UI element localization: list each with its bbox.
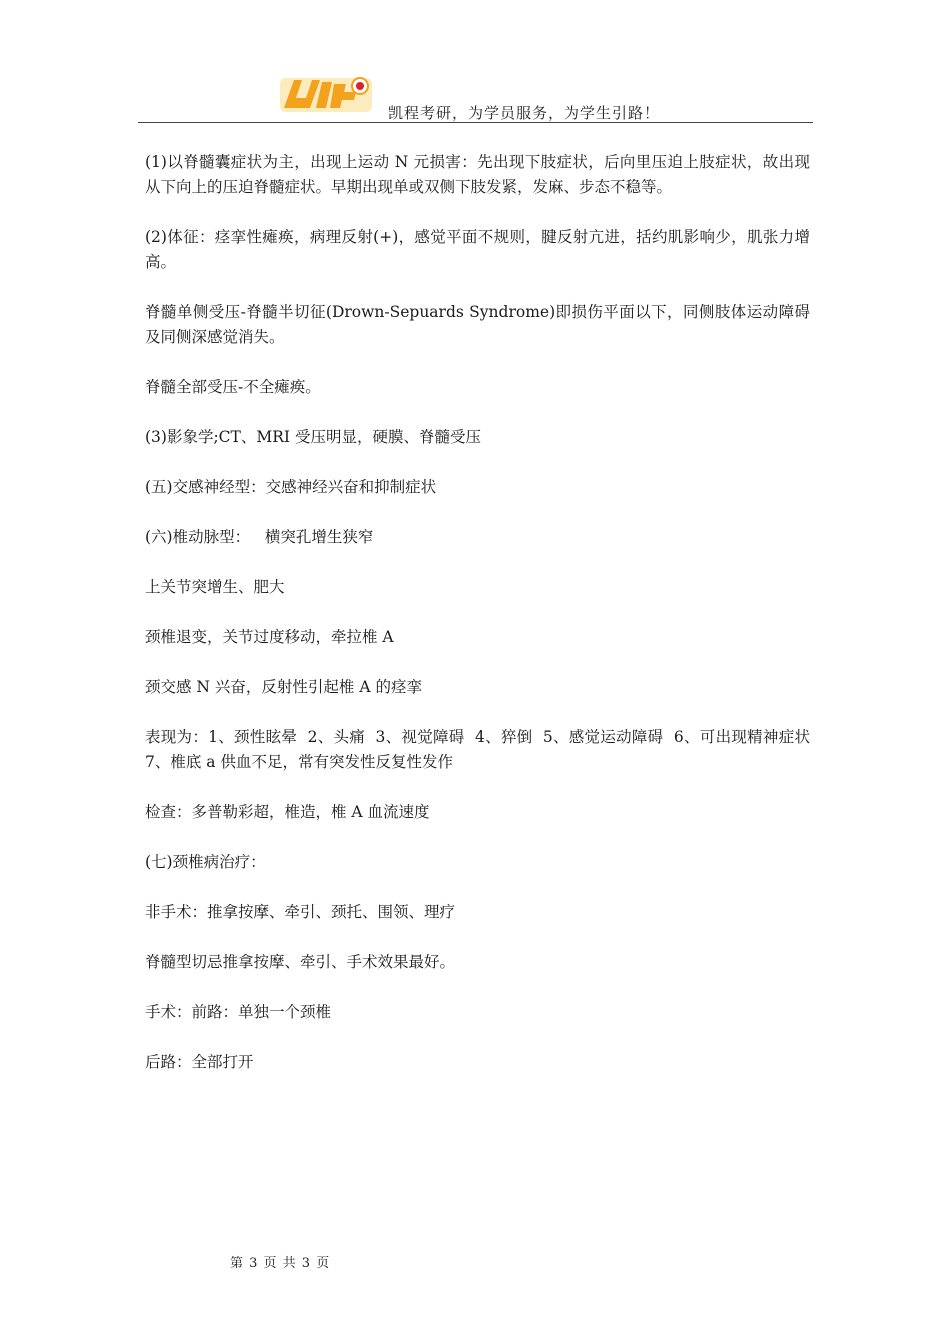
paragraph: 上关节突增生、肥大 xyxy=(145,578,285,596)
paragraph: 脊髓全部受压-不全瘫痪。 xyxy=(145,378,321,396)
paragraph: (七)颈椎病治疗： xyxy=(145,853,266,871)
paragraph: 检查：多普勒彩超，椎造，椎 A 血流速度 xyxy=(145,803,430,821)
kaicheng-logo xyxy=(280,72,372,116)
paragraph: 颈交感 N 兴奋，反射性引起椎 A 的痉挛 xyxy=(145,678,422,696)
paragraph: (六)椎动脉型： 横突孔增生狭窄 xyxy=(145,528,374,546)
page-header xyxy=(0,0,950,125)
paragraph: (3)影象学;CT、MRI 受压明显，硬膜、脊髓受压 xyxy=(145,428,481,446)
paragraph: 表现为：1、颈性眩晕 2、头痛 3、视觉障碍 4、猝倒 5、感觉运动障碍 6、可出现精神症状 7、椎底 a 供血不足，常有突发性反复性发作 xyxy=(145,728,820,771)
paragraph: 颈椎退变，关节过度移动，牵拉椎 A xyxy=(145,628,394,646)
paragraph: 后路：全部打开 xyxy=(145,1053,254,1071)
page-number: 第 3 页 共 3 页 xyxy=(230,1256,331,1271)
paragraph: (五)交感神经型：交感神经兴奋和抑制症状 xyxy=(145,478,437,496)
header-slogan: 凯程考研，为学员服务，为学生引路！ xyxy=(388,104,661,122)
paragraph: 非手术：推拿按摩、牵引、颈托、围领、理疗 xyxy=(145,903,456,921)
document-body xyxy=(145,150,820,1100)
paragraph: 手术：前路：单独一个颈椎 xyxy=(145,1003,332,1021)
paragraph: (2)体征：痉挛性瘫痪，病理反射(+)，感觉平面不规则，腱反射亢进，括约肌影响少，肌张力增高。 xyxy=(145,228,810,271)
header-rule xyxy=(138,122,813,123)
paragraph: (1)以脊髓囊症状为主，出现上运动 N 元损害：先出现下肢症状，后向里压迫上肢症状，故出现从下向上的压迫脊髓症状。早期出现单或双侧下肢发紧，发麻、步态不稳等。 xyxy=(145,153,810,196)
paragraph: 脊髓型切忌推拿按摩、牵引、手术效果最好。 xyxy=(145,953,456,971)
paragraph: 脊髓单侧受压-脊髓半切征(Drown-Sepuards Syndrome)即损伤平面以下，同侧肢体运动障碍及同侧深感觉消失。 xyxy=(145,303,810,346)
